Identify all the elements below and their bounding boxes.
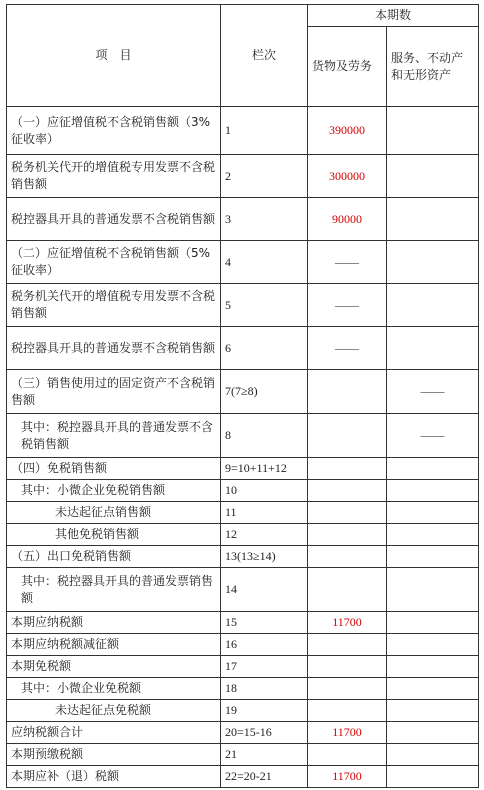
row-services-value: [387, 458, 479, 480]
row-column-no: 13(13≥14): [221, 546, 308, 568]
row-goods-value: [308, 502, 387, 524]
row-services-value: [387, 241, 479, 284]
row-label: （二）应征增值税不含税销售额（5%征收率）: [7, 241, 221, 284]
table-row: [7, 414, 479, 458]
row-services-value: [387, 284, 479, 327]
table-row: [7, 241, 479, 284]
row-column-no: 22=20-21: [221, 766, 308, 788]
row-label: 税务机关代开的增值税专用发票不含税销售额: [7, 155, 221, 198]
row-services-value: [387, 744, 479, 766]
row-goods-value: 300000: [308, 155, 387, 198]
row-services-value: [387, 700, 479, 722]
row-goods-value: 11700: [308, 766, 387, 788]
row-label: 未达起征点销售额: [7, 502, 221, 524]
row-goods-value: [308, 480, 387, 502]
table-row: [7, 678, 479, 700]
header-column-no: 栏次: [221, 5, 308, 107]
row-goods-value: [308, 656, 387, 678]
row-services-value: [387, 327, 479, 370]
table-row: [7, 656, 479, 678]
row-goods-value: 11700: [308, 722, 387, 744]
row-services-value: [387, 766, 479, 788]
row-column-no: 14: [221, 568, 308, 612]
table-row: [7, 198, 479, 241]
row-services-value: [387, 155, 479, 198]
row-column-no: 9=10+11+12: [221, 458, 308, 480]
header-current-period: 本期数: [308, 5, 479, 27]
row-goods-value: ——: [308, 284, 387, 327]
row-services-value: ——: [387, 414, 479, 458]
row-goods-value: [308, 744, 387, 766]
row-goods-value: [308, 678, 387, 700]
row-column-no: 6: [221, 327, 308, 370]
row-goods-value: [308, 458, 387, 480]
table-row: [7, 480, 479, 502]
row-services-value: [387, 546, 479, 568]
row-services-value: [387, 656, 479, 678]
row-label: 其中：小微企业免税额: [7, 678, 221, 700]
table-row: [7, 155, 479, 198]
table-row: [7, 612, 479, 634]
table-row: [7, 327, 479, 370]
table-row: [7, 766, 479, 788]
row-goods-value: [308, 634, 387, 656]
table-row: [7, 722, 479, 744]
header-goods-labor: 货物及劳务: [308, 27, 387, 107]
row-column-no: 3: [221, 198, 308, 241]
row-label: （三）销售使用过的固定资产不含税销售额: [7, 370, 221, 414]
row-goods-value: [308, 700, 387, 722]
table-row: [7, 634, 479, 656]
row-goods-value: [308, 414, 387, 458]
table-row: [7, 502, 479, 524]
row-column-no: 8: [221, 414, 308, 458]
header-services-property: 服务、不动产和无形资产: [387, 27, 479, 107]
row-column-no: 19: [221, 700, 308, 722]
row-services-value: [387, 634, 479, 656]
row-label: 本期免税额: [7, 656, 221, 678]
table-row: [7, 524, 479, 546]
row-label: 其中：税控器具开具的普通发票销售额: [7, 568, 221, 612]
row-goods-value: [308, 370, 387, 414]
table-row: [7, 458, 479, 480]
row-column-no: 2: [221, 155, 308, 198]
row-label: （一）应征增值税不含税销售额（3%征收率）: [7, 107, 221, 155]
table-row: [7, 370, 479, 414]
row-label: 税控器具开具的普通发票不含税销售额: [7, 327, 221, 370]
row-label: 应纳税额合计: [7, 722, 221, 744]
row-label: 本期应补（退）税额: [7, 766, 221, 788]
header-item: 项 目: [7, 5, 221, 107]
row-goods-value: ——: [308, 241, 387, 284]
row-services-value: [387, 198, 479, 241]
row-goods-value: [308, 546, 387, 568]
row-column-no: 17: [221, 656, 308, 678]
row-goods-value: [308, 524, 387, 546]
row-label: 其他免税销售额: [7, 524, 221, 546]
table-row: [7, 744, 479, 766]
row-column-no: 15: [221, 612, 308, 634]
row-column-no: 4: [221, 241, 308, 284]
row-services-value: [387, 678, 479, 700]
row-services-value: [387, 612, 479, 634]
row-column-no: 1: [221, 107, 308, 155]
vat-return-table: [6, 4, 479, 788]
row-label: （五）出口免税销售额: [7, 546, 221, 568]
row-column-no: 5: [221, 284, 308, 327]
row-label: 本期预缴税额: [7, 744, 221, 766]
row-services-value: [387, 480, 479, 502]
row-label: （四）免税销售额: [7, 458, 221, 480]
row-column-no: 7(7≥8): [221, 370, 308, 414]
row-label: 本期应纳税额: [7, 612, 221, 634]
row-label: 未达起征点免税额: [7, 700, 221, 722]
row-goods-value: 390000: [308, 107, 387, 155]
row-services-value: [387, 722, 479, 744]
row-column-no: 18: [221, 678, 308, 700]
table-row: [7, 568, 479, 612]
row-services-value: [387, 524, 479, 546]
table-row: [7, 107, 479, 155]
row-label: 税务机关代开的增值税专用发票不含税销售额: [7, 284, 221, 327]
row-column-no: 16: [221, 634, 308, 656]
row-goods-value: 11700: [308, 612, 387, 634]
table-row: [7, 284, 479, 327]
row-services-value: [387, 568, 479, 612]
row-label: 本期应纳税额减征额: [7, 634, 221, 656]
row-label: 其中：税控器具开具的普通发票不含税销售额: [7, 414, 221, 458]
row-column-no: 21: [221, 744, 308, 766]
row-services-value: [387, 107, 479, 155]
row-column-no: 12: [221, 524, 308, 546]
row-services-value: ——: [387, 370, 479, 414]
row-column-no: 11: [221, 502, 308, 524]
row-services-value: [387, 502, 479, 524]
row-column-no: 10: [221, 480, 308, 502]
row-label: 税控器具开具的普通发票不含税销售额: [7, 198, 221, 241]
row-goods-value: [308, 568, 387, 612]
row-goods-value: ——: [308, 327, 387, 370]
row-label: 其中：小微企业免税销售额: [7, 480, 221, 502]
row-goods-value: 90000: [308, 198, 387, 241]
row-column-no: 20=15-16: [221, 722, 308, 744]
table-row: [7, 546, 479, 568]
table-row: [7, 700, 479, 722]
